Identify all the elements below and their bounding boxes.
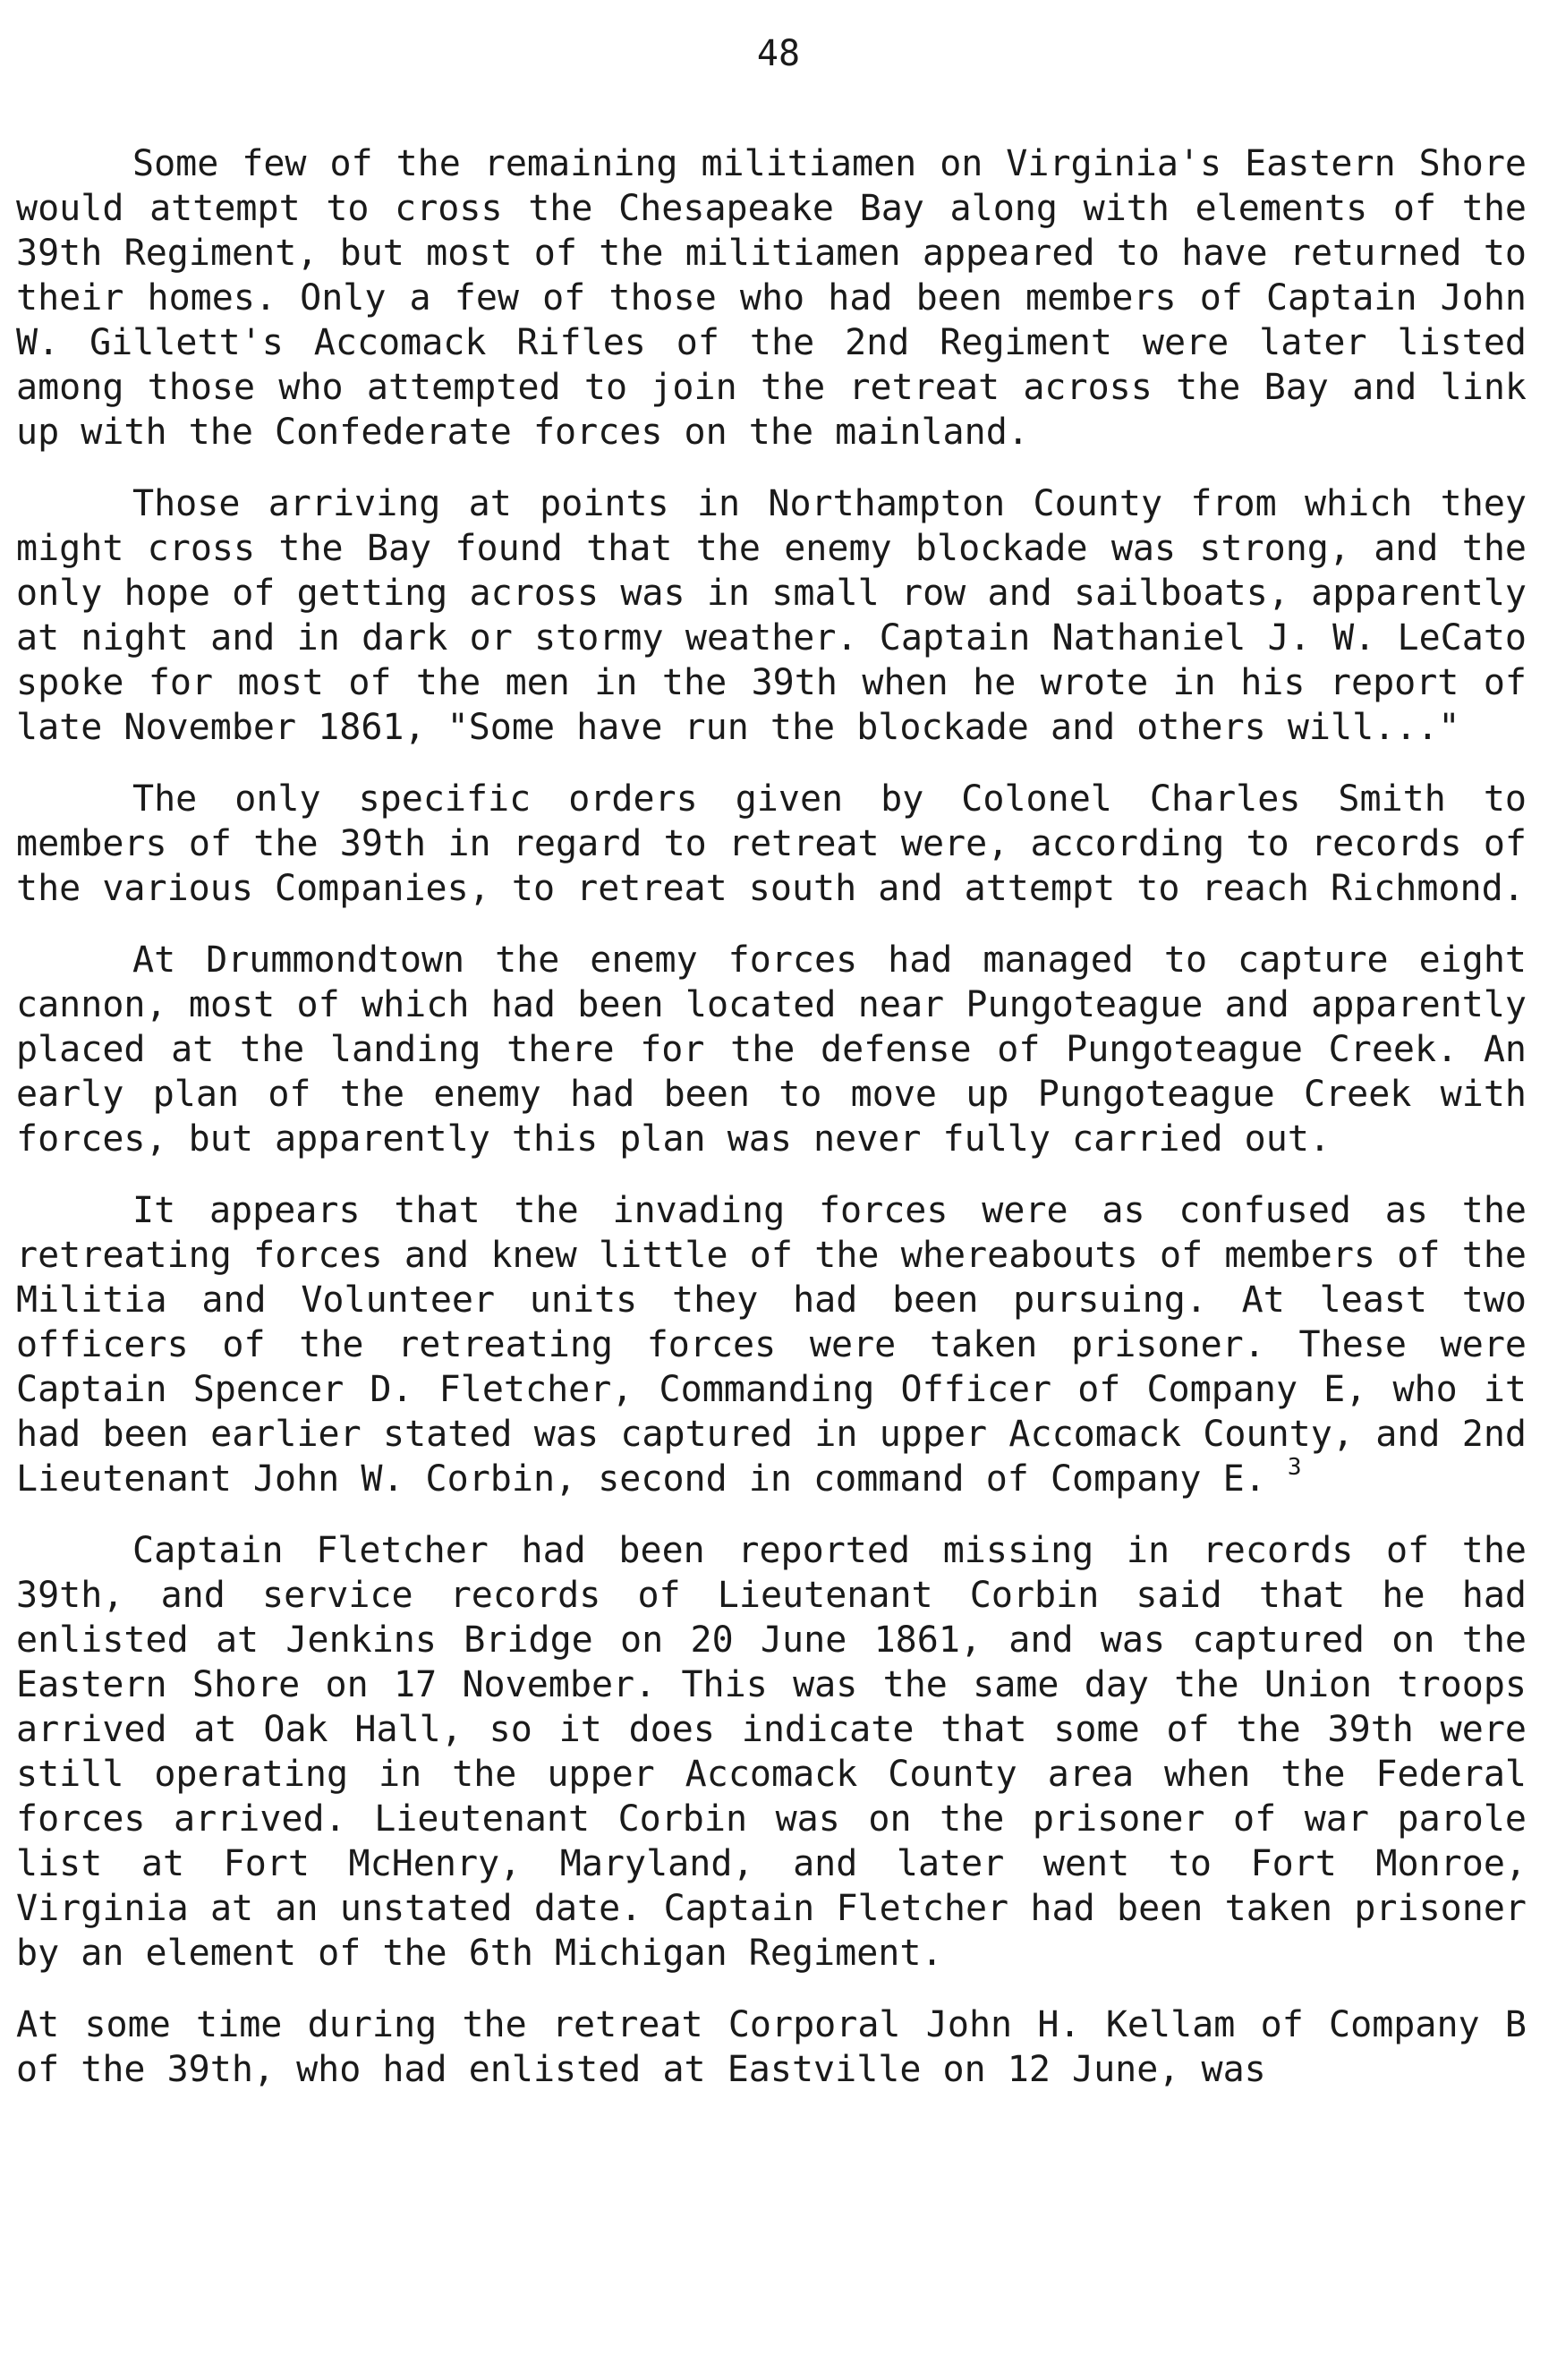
page-number: 48 — [756, 33, 801, 74]
paragraph-colonel-smith-orders: The only specific orders given by Colonel Charles Smith to members of the 39th in regard to retreat were, according to records of the various Companies, to retreat south and attempt to reach Richmond. — [16, 778, 1527, 909]
paragraph-officers-taken-prisoner — [16, 1188, 1527, 1501]
paragraph-militiamen-retreat: Some few of the remaining militiamen on Virginia's Eastern Shore would attempt to cross the Chesapeake Bay along with elements of the 39th Regiment, but most of the militiamen appeared to have returned to their homes. Only a few of those who had been members of Captain John W. Gillett's Accomack Rifles of the 2nd Regiment were later listed among those who attempted to join the retreat across the Bay and link up with the Confederate forces on the mainland. — [16, 143, 1527, 453]
paragraph-corporal-kellam: At some time during the retreat Corporal John H. Kellam of Company B of the 39th, who had enlisted at Eastville on 12 June, was — [16, 2004, 1527, 2090]
paragraph-drummondtown-cannon: At Drummondtown the enemy forces had managed to capture eight cannon, most of which had been located near Pungoteague and apparently placed at the landing there for the defense of Pungoteague Creek. An early plan of the enemy had been to move up Pungoteague Creek with forces, but apparently this plan was never fully carried out. — [16, 939, 1527, 1160]
paragraph-northampton-blockade: Those arriving at points in Northampton County from which they might cross the Bay found that the enemy blockade was strong, and the only hope of getting across was in small row and sailboats, apparently at night and in dark or stormy weather. Captain Nathaniel J. W. LeCato spoke for most of the men in the 39th when he wrote in his report of late November 1861, "Some have run the blockade and others will..." — [16, 483, 1527, 748]
paragraph-fletcher-corbin: Captain Fletcher had been reported missing in records of the 39th, and service records of Lieutenant Corbin said that he had enlisted at Jenkins Bridge on 20 June 1861, and was captured on the Eastern Shore on 17 November. This was the same day the Union troops arrived at Oak Hall, so it does indicate that some of the 39th were still operating in the upper Accomack County area when the Federal forces arrived. Lieutenant Corbin was on the prisoner of war parole list at Fort McHenry, Maryland, and later went to Fort Monroe, Virginia at an unstated date. Captain Fletcher had been taken prisoner by an element of the 6th Michigan Regiment. — [16, 1530, 1527, 1974]
paragraph-officers-text: It appears that the invading forces were as confused as the retreating forces and knew little of the whereabouts of members of the Militia and Volunteer units they had been pursuing. At least two officers of the retreating forces were taken prisoner. These were Captain Spencer D. Fletcher, Commanding Officer of Company E, who it had been earlier stated was captured in upper Accomack County, and 2nd Lieutenant John W. Corbin, second in command of Company E. — [16, 1190, 1527, 1500]
body-text — [16, 141, 1527, 2119]
footnote-marker: 3 — [1287, 1454, 1302, 1481]
